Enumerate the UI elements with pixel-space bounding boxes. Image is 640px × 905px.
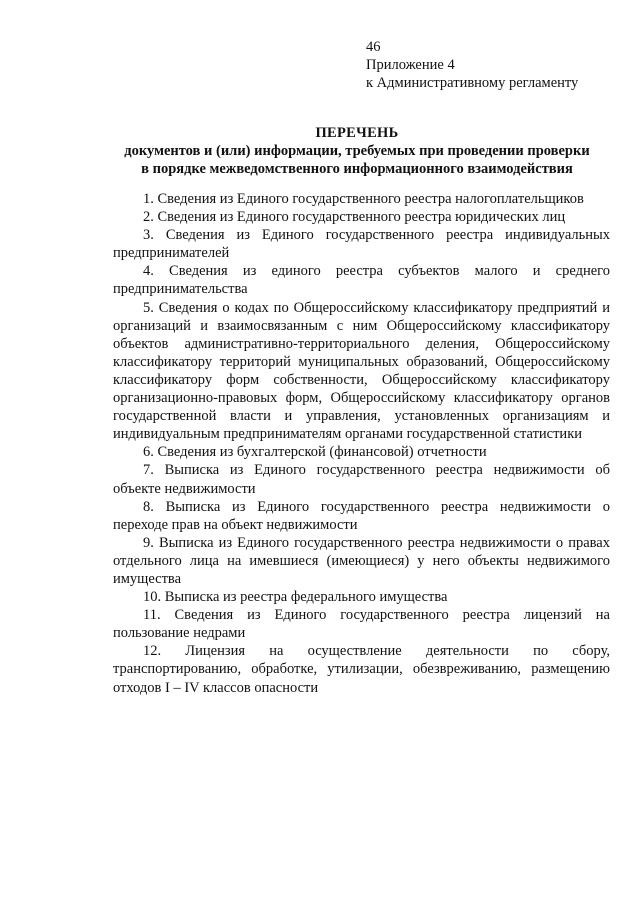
title-line-1: документов и (или) информации, требуемых при проведении проверки [124, 143, 590, 159]
list-item: 5. Сведения о кодах по Общероссийскому классификатору предприятий и организаций и взаимосвязанным с ним Общероссийскому классификатору объектов административно-территориального деления, Общероссийскому классификатору территорий муниципальных образований, Общероссийскому классификатору форм собственности, Общероссийскому классификатору организационно-правовых форм, Общероссийскому классификатору органов государственной власти и управления, установленных организациям и индивидуальным предпринимателям органами государственной статистики [113, 299, 610, 443]
title-line-2: в порядке межведомственного информационного взаимодействия [141, 161, 573, 177]
document-title [112, 124, 602, 178]
list-item: 10. Выписка из реестра федерального имущества [143, 589, 448, 606]
list-item: 3. Сведения из Единого государственного реестра индивидуальных предпринимателей [113, 227, 610, 262]
list-item: 8. Выписка из Единого государственного реестра недвижимости о переходе прав на объект недвижимости [113, 498, 610, 533]
appendix-label: Приложение 4 [366, 57, 455, 73]
list-item: 7. Выписка из Единого государственного реестра недвижимости об объекте недвижимости [113, 462, 610, 497]
list-item: 1. Сведения из Единого государственного реестра налогоплательщиков [143, 191, 584, 207]
list-item: 4. Сведения из единого реестра субъектов малого и среднего предпринимательства [113, 263, 610, 298]
title-main: ПЕРЕЧЕНЬ [315, 125, 399, 141]
list-item: 9. Выписка из Единого государственного реестра недвижимости о правах отдельного лица на имевшиеся (имеющиеся) у него объекты недвижимого имущества [113, 534, 610, 587]
list-item: 6. Сведения из бухгалтерской (финансовой) отчетности [143, 444, 487, 461]
regulation-label: к Административному регламенту [366, 75, 579, 91]
list-item: 2. Сведения из Единого государственного реестра юридических лиц [143, 209, 566, 226]
list-item: 11. Сведения из Единого государственного реестра лицензий на пользование недрами [113, 607, 610, 642]
list-item: 12. Лицензия на осуществление деятельности по сбору, транспортированию, обработке, утилизации, обезвреживанию, размещению отходов I – IV классов опасности [113, 643, 610, 696]
appendix-header [366, 38, 578, 92]
document-list [113, 190, 610, 697]
page-number: 46 [366, 39, 381, 55]
